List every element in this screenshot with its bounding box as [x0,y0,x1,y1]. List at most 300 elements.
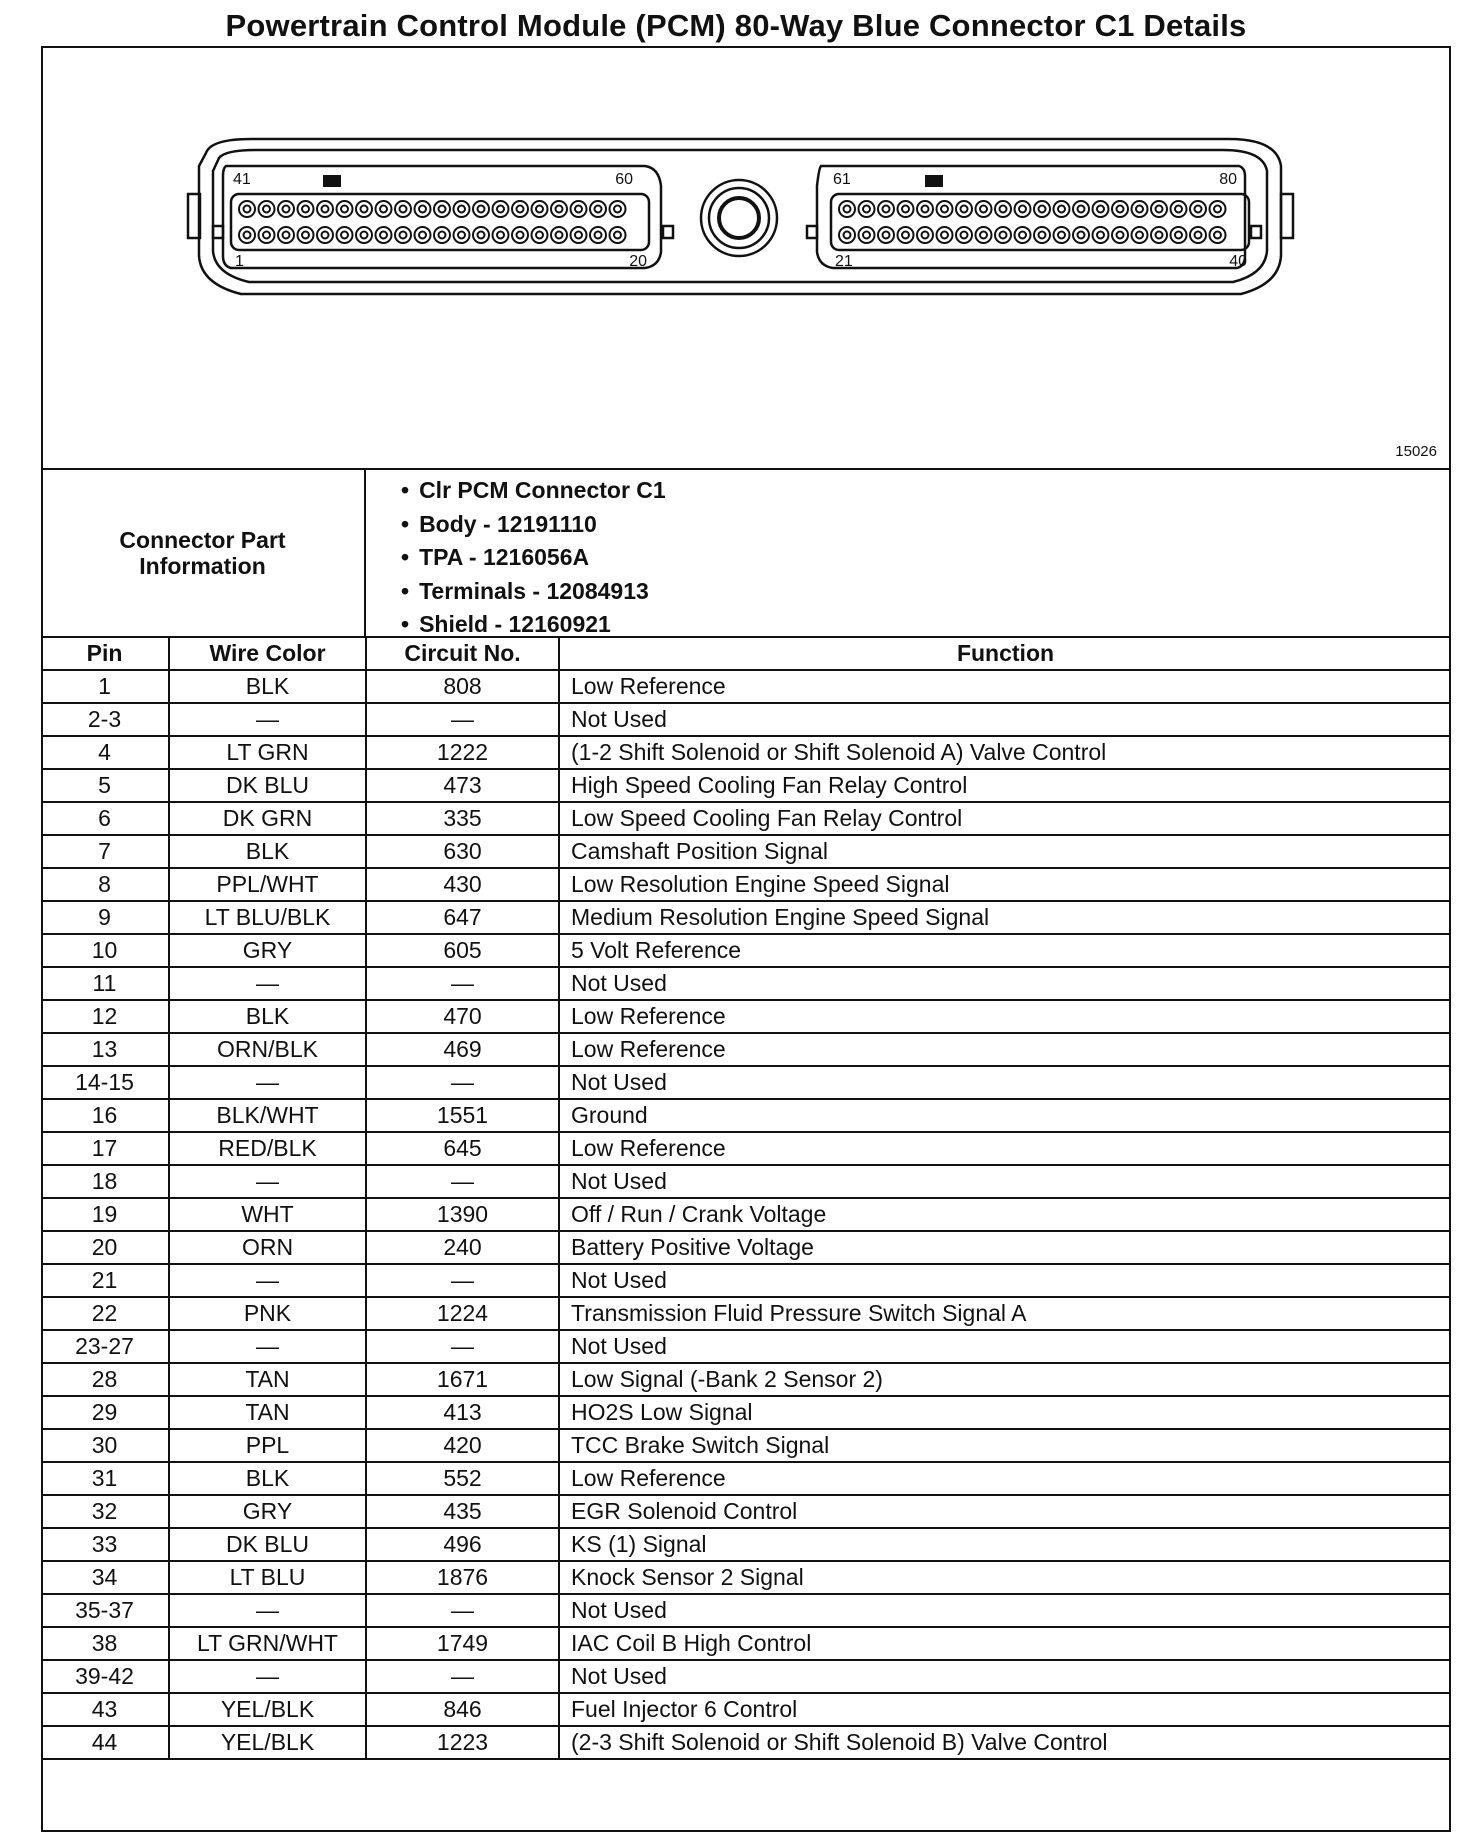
right-block-tab [1251,226,1261,238]
table-row [41,1462,1451,1495]
wire-color-cell: GRY [169,934,366,967]
left-pin-hole [590,201,606,217]
right-pin-terminal [980,206,987,213]
function-cell: Low Reference [559,1132,1451,1165]
right-pin-terminal [1019,206,1026,213]
pin-cell: 23-27 [41,1330,169,1363]
right-pin-terminal [1097,232,1104,239]
left-pin-terminal [419,206,426,213]
circuit-cell: — [366,1264,559,1297]
document-title: Powertrain Control Module (PCM) 80-Way Blue Connector C1 Details [225,8,1247,43]
left-pin-terminal [536,206,543,213]
pin-cell: 10 [41,934,169,967]
table-row [41,1297,1451,1330]
table-row [41,1099,1451,1132]
part-info-label: Connector Part Information [41,470,366,636]
left-pin-hole [376,201,392,217]
part-info-item: • Shield - 12160921 [401,608,666,642]
function-cell: Medium Resolution Engine Speed Signal [559,901,1451,934]
right-pin-terminal [1078,206,1085,213]
pin-cell: 31 [41,1462,169,1495]
left-pin-terminal [478,206,485,213]
function-cell: Not Used [559,703,1451,736]
right-pin-hole [956,227,972,243]
table-row [41,1132,1451,1165]
right-pin-terminal [1078,232,1085,239]
table-row [41,736,1451,769]
circuit-cell: 605 [366,934,559,967]
right-pin-terminal [922,232,929,239]
wire-color-cell: DK BLU [169,769,366,802]
left-pin-hole [317,201,333,217]
circuit-cell: — [366,1066,559,1099]
function-cell: (2-3 Shift Solenoid or Shift Solenoid B) Valve Control [559,1726,1451,1759]
pin-cell: 9 [41,901,169,934]
table-row [41,670,1451,703]
wire-color-cell: DK BLU [169,1528,366,1561]
table-row [41,1231,1451,1264]
circuit-cell: 1551 [366,1099,559,1132]
pin-cell: 30 [41,1429,169,1462]
right-pin-hole [976,201,992,217]
circuit-cell: 1222 [366,736,559,769]
right-pin-hole [1151,227,1167,243]
pin-cell: 7 [41,835,169,868]
left-pin-terminal [263,206,270,213]
left-pin-hole [239,201,255,217]
left-pin-terminal [322,206,329,213]
right-pin-terminal [961,232,968,239]
circuit-cell: 473 [366,769,559,802]
pin-cell: 13 [41,1033,169,1066]
right-pin-hole [898,227,914,243]
function-cell: IAC Coil B High Control [559,1627,1451,1660]
left-pin-terminal [244,206,251,213]
wire-color-cell: — [169,967,366,1000]
right-pin-terminal [1136,232,1143,239]
pin-cell: 34 [41,1561,169,1594]
right-pin-terminal [883,232,890,239]
left-pin-hole [317,227,333,243]
table-row [41,1000,1451,1033]
pin-table [41,638,1451,1760]
left-pin-hole [532,201,548,217]
circuit-cell: 469 [366,1033,559,1066]
function-cell: Fuel Injector 6 Control [559,1693,1451,1726]
right-polarization-key [925,175,943,187]
pin-cell: 11 [41,967,169,1000]
function-cell: Low Resolution Engine Speed Signal [559,868,1451,901]
wire-color-cell: PNK [169,1297,366,1330]
circuit-cell: 435 [366,1495,559,1528]
left-pin-terminal [575,232,582,239]
right-center-tab [807,226,817,238]
right-pin-hole [1093,201,1109,217]
connector-drawing [41,46,1447,466]
left-pin-hole [337,227,353,243]
left-pin-hole [356,201,372,217]
right-pin-hole [859,227,875,243]
left-pin-hole [610,227,626,243]
circuit-cell: 430 [366,868,559,901]
left-pin-hole [298,227,314,243]
left-pin-terminal [575,206,582,213]
table-row [41,802,1451,835]
left-pin-terminal [361,206,368,213]
wire-color-cell: PPL [169,1429,366,1462]
function-cell: HO2S Low Signal [559,1396,1451,1429]
pin-cell: 32 [41,1495,169,1528]
right-pin-terminal [1000,232,1007,239]
left-pin-hole [415,227,431,243]
left-pin-terminal [556,206,563,213]
right-pin-terminal [1136,206,1143,213]
left-pin-hole [571,227,587,243]
left-pin-hole [239,227,255,243]
left-pin-hole [259,201,275,217]
wire-color-cell: ORN/BLK [169,1033,366,1066]
right-pin-terminal [980,232,987,239]
left-pin-terminal [341,232,348,239]
right-latch [1281,194,1293,238]
circuit-cell: 413 [366,1396,559,1429]
right-pin-hole [995,227,1011,243]
pin-cell: 20 [41,1231,169,1264]
function-cell: Low Speed Cooling Fan Relay Control [559,802,1451,835]
wire-color-cell: BLK [169,1000,366,1033]
function-cell: Not Used [559,1264,1451,1297]
function-cell: Not Used [559,1594,1451,1627]
pin-cell: 14-15 [41,1066,169,1099]
left-pin-hole [493,227,509,243]
function-cell: Knock Sensor 2 Signal [559,1561,1451,1594]
circuit-cell: 808 [366,670,559,703]
center-bolt-outer [701,180,777,256]
left-pin-terminal [458,206,465,213]
pin-label-20: 20 [629,253,647,270]
left-pin-hole [473,201,489,217]
left-pin-terminal [517,232,524,239]
right-pin-hole [1073,227,1089,243]
left-pin-hole [551,201,567,217]
right-pin-terminal [961,206,968,213]
wire-color-cell: TAN [169,1363,366,1396]
pin-label-80: 80 [1219,171,1237,188]
table-row [41,1528,1451,1561]
center-bolt-inner [719,198,759,238]
left-pin-terminal [341,206,348,213]
function-cell: Camshaft Position Signal [559,835,1451,868]
wire-color-cell: — [169,1165,366,1198]
function-cell: Not Used [559,1066,1451,1099]
table-row [41,769,1451,802]
table-row [41,1165,1451,1198]
function-cell: Low Reference [559,670,1451,703]
part-info-list [401,474,666,642]
wire-color-cell: BLK [169,1462,366,1495]
right-pin-hole [937,201,953,217]
left-pin-terminal [380,232,387,239]
right-pin-terminal [883,206,890,213]
circuit-cell: 647 [366,901,559,934]
left-pin-terminal [517,206,524,213]
left-pin-hole [434,201,450,217]
right-pin-hole [1015,201,1031,217]
left-pin-terminal [497,232,504,239]
right-pin-hole [1210,201,1226,217]
table-row [41,868,1451,901]
wire-color-cell: ORN [169,1231,366,1264]
wire-color-cell: — [169,1660,366,1693]
table-row [41,1198,1451,1231]
table-row [41,1594,1451,1627]
pin-cell: 6 [41,802,169,835]
wire-color-cell: — [169,1594,366,1627]
left-pin-terminal [302,206,309,213]
right-pin-hole [1151,201,1167,217]
table-row [41,1330,1451,1363]
left-pin-terminal [380,206,387,213]
wire-color-cell: BLK/WHT [169,1099,366,1132]
left-pin-terminal [263,232,270,239]
left-pin-hole [454,201,470,217]
left-pin-frame [231,194,649,250]
right-pin-hole [1132,227,1148,243]
pin-cell: 21 [41,1264,169,1297]
wire-color-cell: — [169,703,366,736]
function-cell: Transmission Fluid Pressure Switch Signal A [559,1297,1451,1330]
circuit-cell: 240 [366,1231,559,1264]
right-pin-terminal [1175,232,1182,239]
left-pin-terminal [595,232,602,239]
right-pin-hole [976,227,992,243]
function-cell: Low Signal (-Bank 2 Sensor 2) [559,1363,1451,1396]
left-pin-terminal [244,232,251,239]
wire-color-cell: YEL/BLK [169,1726,366,1759]
left-pin-hole [610,201,626,217]
wire-color-cell: YEL/BLK [169,1693,366,1726]
function-cell: Battery Positive Voltage [559,1231,1451,1264]
right-pin-terminal [844,206,851,213]
function-cell: (1-2 Shift Solenoid or Shift Solenoid A) Valve Control [559,736,1451,769]
table-row [41,1627,1451,1660]
pin-cell: 38 [41,1627,169,1660]
right-pin-hole [1015,227,1031,243]
pin-cell: 19 [41,1198,169,1231]
left-pin-hole [298,201,314,217]
table-row [41,1033,1451,1066]
figure-number: 15026 [1395,443,1437,460]
left-pin-hole [337,201,353,217]
left-pin-hole [512,201,528,217]
circuit-cell: 496 [366,1528,559,1561]
connector-diagram [41,46,1451,470]
function-cell: TCC Brake Switch Signal [559,1429,1451,1462]
wire-color-cell: — [169,1066,366,1099]
function-cell: KS (1) Signal [559,1528,1451,1561]
left-pin-terminal [400,232,407,239]
circuit-cell: — [366,703,559,736]
pin-cell: 44 [41,1726,169,1759]
right-pin-hole [1112,201,1128,217]
pin-label-41: 41 [233,171,251,188]
left-pin-hole [395,227,411,243]
left-pin-hole [571,201,587,217]
function-cell: EGR Solenoid Control [559,1495,1451,1528]
header-wire-color: Wire Color [169,638,366,670]
wire-color-cell: LT BLU [169,1561,366,1594]
wire-color-cell: LT GRN [169,736,366,769]
wire-color-cell: GRY [169,1495,366,1528]
right-pin-hole [956,201,972,217]
pin-label-61: 61 [833,171,851,188]
function-cell: Low Reference [559,1000,1451,1033]
circuit-cell: — [366,1330,559,1363]
left-pin-terminal [400,206,407,213]
pin-label-40: 40 [1229,253,1247,270]
table-row [41,1396,1451,1429]
table-row [41,934,1451,967]
left-pin-hole [454,227,470,243]
wire-color-cell: LT BLU/BLK [169,901,366,934]
circuit-cell: 335 [366,802,559,835]
left-pin-hole [512,227,528,243]
left-pin-terminal [302,232,309,239]
pin-cell: 39-42 [41,1660,169,1693]
function-cell: Not Used [559,967,1451,1000]
circuit-cell: 645 [366,1132,559,1165]
pin-table-body [41,670,1451,1759]
right-pin-terminal [1058,232,1065,239]
right-pin-terminal [1156,232,1163,239]
circuit-cell: — [366,967,559,1000]
circuit-cell: 1223 [366,1726,559,1759]
right-pin-hole [1210,227,1226,243]
table-header-row [41,638,1451,670]
left-pin-terminal [283,232,290,239]
right-pin-hole [878,201,894,217]
left-pin-terminal [419,232,426,239]
right-pin-hole [1073,201,1089,217]
pin-cell: 16 [41,1099,169,1132]
left-pin-terminal [556,232,563,239]
right-pin-hole [937,227,953,243]
right-pin-hole [1034,201,1050,217]
pin-label-21: 21 [835,253,853,270]
right-pin-terminal [1000,206,1007,213]
left-pin-terminal [497,206,504,213]
right-pin-terminal [1039,206,1046,213]
right-pin-hole [917,227,933,243]
connector-part-information [41,470,1451,638]
left-pin-hole [473,227,489,243]
right-pin-frame [831,194,1249,250]
wire-color-cell: BLK [169,670,366,703]
right-pin-terminal [941,232,948,239]
table-row [41,1363,1451,1396]
right-pin-hole [1093,227,1109,243]
right-pin-terminal [902,206,909,213]
circuit-cell: — [366,1660,559,1693]
circuit-cell: 630 [366,835,559,868]
right-pin-terminal [922,206,929,213]
function-cell: High Speed Cooling Fan Relay Control [559,769,1451,802]
pin-cell: 18 [41,1165,169,1198]
header-pin: Pin [41,638,169,670]
right-pin-hole [898,201,914,217]
function-cell: Low Reference [559,1462,1451,1495]
pin-label-1: 1 [235,253,244,270]
right-pin-terminal [1214,232,1221,239]
left-pin-terminal [322,232,329,239]
left-pin-hole [376,227,392,243]
header-circuit-no: Circuit No. [366,638,559,670]
right-pin-terminal [1175,206,1182,213]
pin-cell: 1 [41,670,169,703]
wire-color-cell: — [169,1330,366,1363]
right-pin-terminal [1097,206,1104,213]
function-cell: 5 Volt Reference [559,934,1451,967]
right-pin-terminal [902,232,909,239]
right-pin-terminal [1117,206,1124,213]
table-row [41,1561,1451,1594]
pin-cell: 2-3 [41,703,169,736]
left-pin-terminal [439,206,446,213]
right-pin-hole [878,227,894,243]
circuit-cell: 1749 [366,1627,559,1660]
table-row [41,1693,1451,1726]
table-row [41,1495,1451,1528]
pin-cell: 4 [41,736,169,769]
wire-color-cell: RED/BLK [169,1132,366,1165]
left-pin-terminal [614,232,621,239]
left-pin-hole [434,227,450,243]
function-cell: Ground [559,1099,1451,1132]
wire-color-cell: — [169,1264,366,1297]
left-pin-hole [590,227,606,243]
circuit-cell: 420 [366,1429,559,1462]
left-pin-hole [551,227,567,243]
right-pin-terminal [1156,206,1163,213]
wire-color-cell: TAN [169,1396,366,1429]
right-pin-terminal [1195,232,1202,239]
pin-cell: 28 [41,1363,169,1396]
pin-cell: 5 [41,769,169,802]
circuit-cell: 1390 [366,1198,559,1231]
circuit-cell: 1671 [366,1363,559,1396]
left-pin-terminal [458,232,465,239]
left-pin-terminal [614,206,621,213]
right-pin-terminal [1117,232,1124,239]
pin-cell: 12 [41,1000,169,1033]
part-info-item: • Terminals - 12084913 [401,575,666,609]
wire-color-cell: PPL/WHT [169,868,366,901]
right-pin-hole [995,201,1011,217]
pin-cell: 17 [41,1132,169,1165]
circuit-cell: 1224 [366,1297,559,1330]
left-pin-hole [415,201,431,217]
left-pin-terminal [536,232,543,239]
pin-label-60: 60 [615,171,633,188]
right-pin-terminal [844,232,851,239]
left-pin-hole [395,201,411,217]
circuit-cell: — [366,1594,559,1627]
left-pin-terminal [439,232,446,239]
left-pin-terminal [361,232,368,239]
pin-cell: 35-37 [41,1594,169,1627]
left-pin-terminal [595,206,602,213]
left-pin-hole [278,201,294,217]
